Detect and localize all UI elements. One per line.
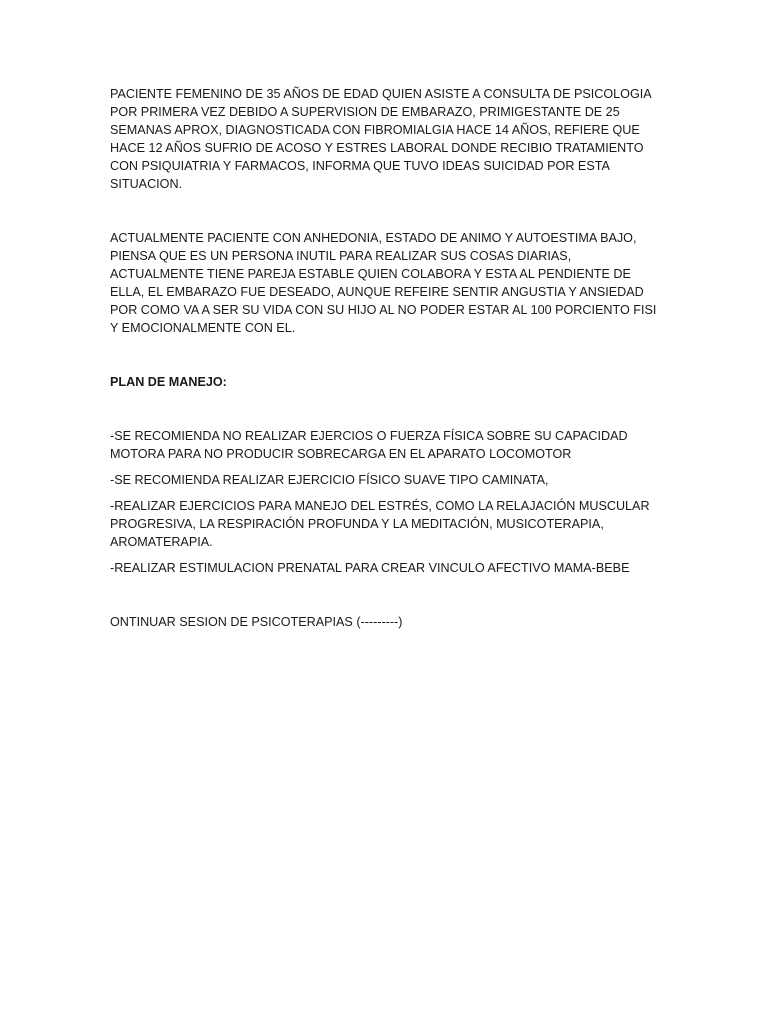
intro-paragraph: PACIENTE FEMENINO DE 35 AÑOS DE EDAD QUIEN ASISTE A CONSULTA DE PSICOLOGIA POR PRIMERA VEZ DEBIDO A SUPERVISION DE EMBARAZO, PRIMIGESTANTE DE 25 SEMANAS APROX, DIAGNOSTICADA CON FIBROMIALGIA HACE 14 AÑOS, REFIERE QUE HACE 12 AÑOS SUFRIO DE ACOSO Y ESTRES LABORAL DONDE RECIBIO TRATAMIENTO CON PSIQUIATRIA Y FARMACOS, INFORMA QUE TUVO IDEAS SUICIDAD POR ESTA SITUACION. (110, 87, 651, 191)
plan-item-1: -SE RECOMIENDA NO REALIZAR EJERCIOS O FUERZA FÍSICA SOBRE SU CAPACIDAD MOTORA PARA NO PRODUCIR SOBRECARGA EN EL APARATO LOCOMOTOR (110, 429, 628, 461)
plan-item-2: -SE RECOMIENDA REALIZAR EJERCICIO FÍSICO SUAVE TIPO CAMINATA, (110, 473, 549, 487)
spacer (110, 489, 662, 497)
spacer (110, 463, 662, 471)
plan-heading: PLAN DE MANEJO: (110, 375, 227, 389)
spacer (110, 337, 662, 373)
closing-line: ONTINUAR SESION DE PSICOTERAPIAS (---------) (110, 615, 403, 629)
spacer (110, 551, 662, 559)
spacer (110, 577, 662, 613)
document-page (110, 85, 662, 631)
plan-item-4: -REALIZAR ESTIMULACION PRENATAL PARA CREAR VINCULO AFECTIVO MAMA-BEBE (110, 561, 630, 575)
current-state-paragraph: ACTUALMENTE PACIENTE CON ANHEDONIA, ESTADO DE ANIMO Y AUTOESTIMA BAJO, PIENSA QUE ES UN PERSONA INUTIL PARA REALIZAR SUS COSAS DIARIAS, ACTUALMENTE TIENE PAREJA ESTABLE QUIEN COLABORA Y ESTA AL PENDIENTE DE ELLA, EL EMBARAZO FUE DESEADO, AUNQUE REFEIRE SENTIR ANGUSTIA Y ANSIEDAD POR COMO VA A SER SU VIDA CON SU HIJO AL NO PODER ESTAR AL 100 PORCIENTO FISI Y EMOCIONALMENTE CON EL. (110, 231, 657, 335)
plan-item-3: -REALIZAR EJERCICIOS PARA MANEJO DEL ESTRÉS, COMO LA RELAJACIÓN MUSCULAR PROGRESIVA, LA RESPIRACIÓN PROFUNDA Y LA MEDITACIÓN, MUSICOTERAPIA, AROMATERAPIA. (110, 499, 650, 549)
spacer (110, 391, 662, 427)
spacer (110, 193, 662, 229)
